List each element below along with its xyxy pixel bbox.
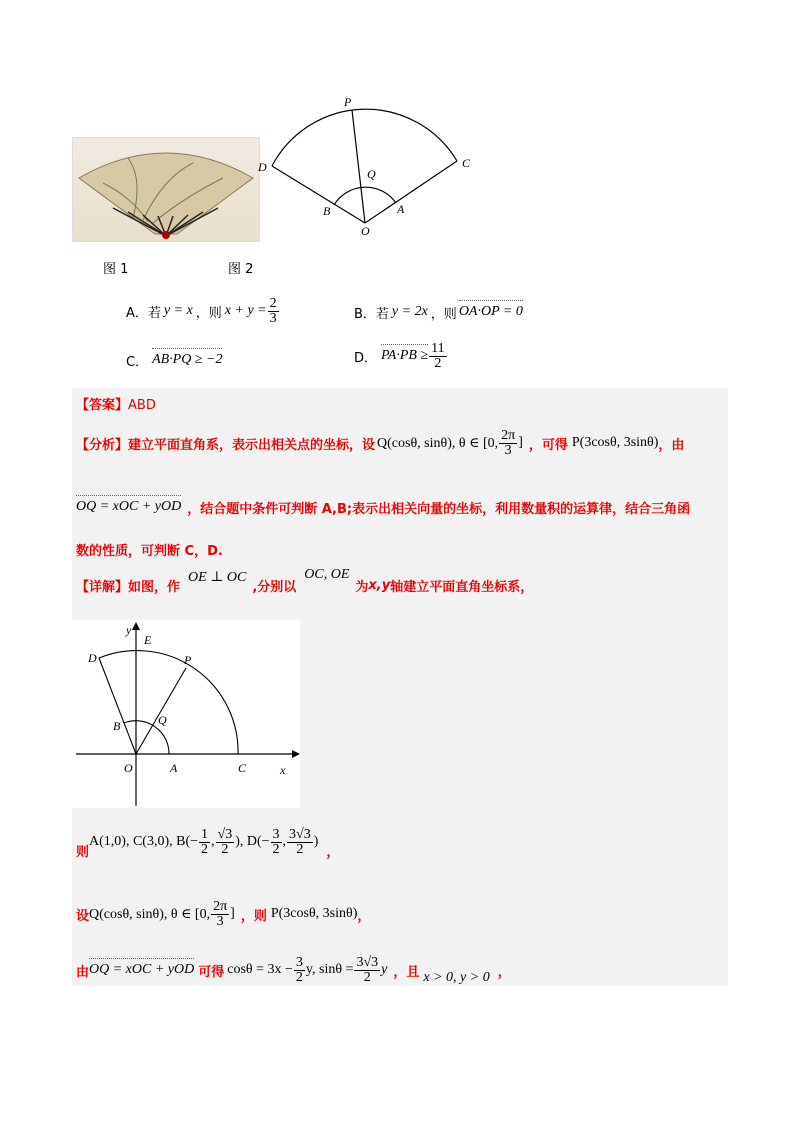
- from-oq-sin-num: 3√3: [356, 954, 379, 970]
- detail-text-3: 为: [355, 579, 369, 595]
- analysis-oq-expr: OQ = xOC + yOD: [76, 499, 182, 514]
- from-oq-sin-den: 2: [363, 969, 371, 985]
- analysis-q-numerator: 2π: [501, 427, 516, 443]
- from-oq-cos-den: 2: [295, 969, 303, 985]
- set-q-numerator: 2π: [213, 898, 228, 914]
- analysis-text-5: 数的性质，可判断 C，D.: [76, 544, 223, 559]
- coordinate-diagram: [72, 620, 300, 808]
- option-a-condition: y = x: [163, 303, 193, 318]
- coords-b-x-num: 1: [201, 826, 209, 842]
- coords-end: ): [313, 834, 319, 849]
- coords-d-x-num: 3: [272, 826, 280, 842]
- fan-photo: [72, 137, 260, 242]
- option-c-label: C．: [126, 354, 149, 370]
- set-q-denominator: 3: [216, 913, 224, 929]
- from-oq-line: [76, 952, 511, 988]
- fig3-label-O: O: [124, 761, 133, 775]
- coords-line: [76, 822, 339, 862]
- from-oq-and: ，且: [393, 964, 420, 980]
- option-a-then: ，则: [195, 305, 222, 321]
- option-b-expr: OA·OP = 0: [458, 304, 523, 319]
- from-oq-cos-expr: cosθ = 3x −: [227, 962, 293, 977]
- analysis-line-3: [76, 540, 223, 559]
- set-q-comma: ，: [357, 908, 371, 924]
- fan-diagram: [255, 95, 485, 240]
- analysis-text-1: 建立平面直角系，表示出相关点的坐标，设: [128, 437, 376, 453]
- fan-photo-drawing: [73, 138, 259, 241]
- fig2-label-B: B: [323, 204, 331, 218]
- coords-d-x-den: 2: [272, 841, 280, 857]
- answer-tag: 【答案】: [76, 398, 129, 413]
- fig3-label-E: E: [144, 633, 152, 647]
- from-oq-sin-fraction: [354, 956, 380, 985]
- coords-prefix: 则: [76, 844, 90, 860]
- coords-b-y: [216, 828, 235, 857]
- option-a-expr: x + y =: [224, 303, 267, 318]
- from-oq-prefix: 由: [76, 964, 90, 980]
- fig2-label-P: P: [344, 95, 352, 109]
- fig3-label-A: A: [170, 761, 178, 775]
- detail-tag: 【详解】: [76, 579, 129, 595]
- from-oq-mid: y, sinθ =: [305, 962, 354, 977]
- coords-comma: ，: [326, 844, 340, 860]
- from-oq-y: y: [381, 962, 388, 977]
- analysis-q-end: ]: [518, 435, 523, 450]
- fig3-label-Q: Q: [158, 713, 167, 727]
- figure2-caption: 图 2: [228, 262, 254, 277]
- from-oq-expr: OQ = xOC + yOD: [89, 962, 195, 977]
- fig2-label-Q: Q: [367, 167, 376, 181]
- fig3-label-D: D: [88, 651, 97, 665]
- coords-d-part: ), D(−: [235, 834, 270, 849]
- option-d-label: D．: [354, 350, 378, 366]
- fig2-label-A: A: [397, 202, 405, 216]
- coords-d-y: [287, 828, 313, 857]
- fig3-label-y: y: [126, 623, 132, 637]
- option-a-denominator: 3: [269, 310, 277, 326]
- analysis-line-1: [76, 426, 684, 460]
- option-a-fraction: [268, 297, 279, 326]
- coords-sep-1: ,: [211, 834, 215, 849]
- coords-d-x: [271, 828, 282, 857]
- coords-b-x: [199, 828, 210, 857]
- option-d-expr: PA·PB ≥: [381, 348, 429, 363]
- fig2-label-D: D: [258, 160, 267, 174]
- option-d-denominator: 2: [434, 355, 442, 371]
- option-d-numerator: 11: [431, 340, 445, 356]
- option-b-condition: y = 2x: [391, 304, 428, 319]
- fig3-label-B: B: [113, 719, 121, 733]
- analysis-line-2: [76, 494, 690, 520]
- analysis-q-denominator: 3: [504, 442, 512, 458]
- analysis-q-expr: Q(cosθ, sinθ), θ ∈ [0,: [377, 435, 499, 451]
- coords-sep-2: ,: [282, 834, 287, 849]
- analysis-text-2: ，可得: [528, 437, 568, 453]
- from-oq-comma: ，: [497, 964, 511, 980]
- fig3-label-x: x: [280, 763, 286, 777]
- option-a-numerator: 2: [269, 295, 277, 311]
- analysis-text-4: ，结合题中条件可判断 A,B;表示出相关向量的坐标，利用数量积的运算律，结合三角函: [187, 501, 691, 517]
- option-a-label: A．若: [126, 305, 161, 321]
- option-a: [126, 296, 280, 326]
- fig3-label-C: C: [238, 761, 247, 775]
- analysis-p-expr: P(3cosθ, 3sinθ): [571, 435, 659, 450]
- from-oq-cos-num: 3: [295, 954, 303, 970]
- from-oq-cos-fraction: [294, 956, 305, 985]
- coords-expr: A(1,0), C(3,0), B(−: [89, 834, 199, 849]
- option-b-label: B．若: [354, 306, 389, 322]
- fig2-label-C: C: [462, 156, 471, 170]
- analysis-text-3: ，由: [658, 437, 685, 453]
- option-b-then: ，则: [430, 306, 457, 322]
- detail-xy: x,y: [368, 577, 391, 593]
- option-c: [126, 349, 222, 371]
- set-q-line: [76, 896, 370, 932]
- coords-b-x-den: 2: [201, 841, 209, 857]
- coordinate-diagram-svg: [72, 620, 300, 808]
- fan-diagram-svg: [255, 95, 485, 240]
- fig2-label-O: O: [361, 224, 370, 238]
- set-q-prefix: 设: [76, 908, 90, 924]
- from-oq-get: 可得: [198, 964, 225, 980]
- detail-line: [76, 568, 533, 602]
- detail-text-1: 如图，作: [128, 579, 181, 595]
- answer-value: ABD: [128, 398, 156, 413]
- detail-text-2: ,分别以: [252, 579, 297, 595]
- set-q-end: ]: [230, 906, 235, 921]
- option-c-expr: AB·PQ ≥ −2: [152, 352, 223, 367]
- analysis-q-fraction: [499, 429, 517, 458]
- answer-line: [76, 394, 156, 413]
- set-q-then: ，则: [240, 908, 267, 924]
- coords-d-y-num: 3√3: [289, 826, 311, 842]
- coords-b-y-num: √3: [217, 826, 233, 842]
- coords-d-y-den: 2: [296, 841, 304, 857]
- fig3-label-P: P: [184, 653, 192, 667]
- detail-text-4: 轴建立平面直角坐标系，: [390, 579, 534, 595]
- option-d-fraction: [429, 342, 446, 371]
- detail-axes: OC, OE: [304, 567, 350, 582]
- set-q-expr: Q(cosθ, sinθ), θ ∈ [0,: [89, 906, 211, 922]
- figure1-caption: 图 1: [103, 262, 129, 277]
- coords-b-y-den: 2: [221, 841, 229, 857]
- set-q-fraction: [211, 900, 229, 929]
- from-oq-condition: x > 0, y > 0: [423, 970, 490, 985]
- option-d: [354, 340, 448, 372]
- set-q-p-expr: P(3cosθ, 3sinθ): [270, 906, 358, 921]
- detail-perp: OE ⊥ OC: [188, 569, 247, 585]
- analysis-tag: 【分析】: [76, 437, 129, 453]
- option-b: [354, 301, 523, 323]
